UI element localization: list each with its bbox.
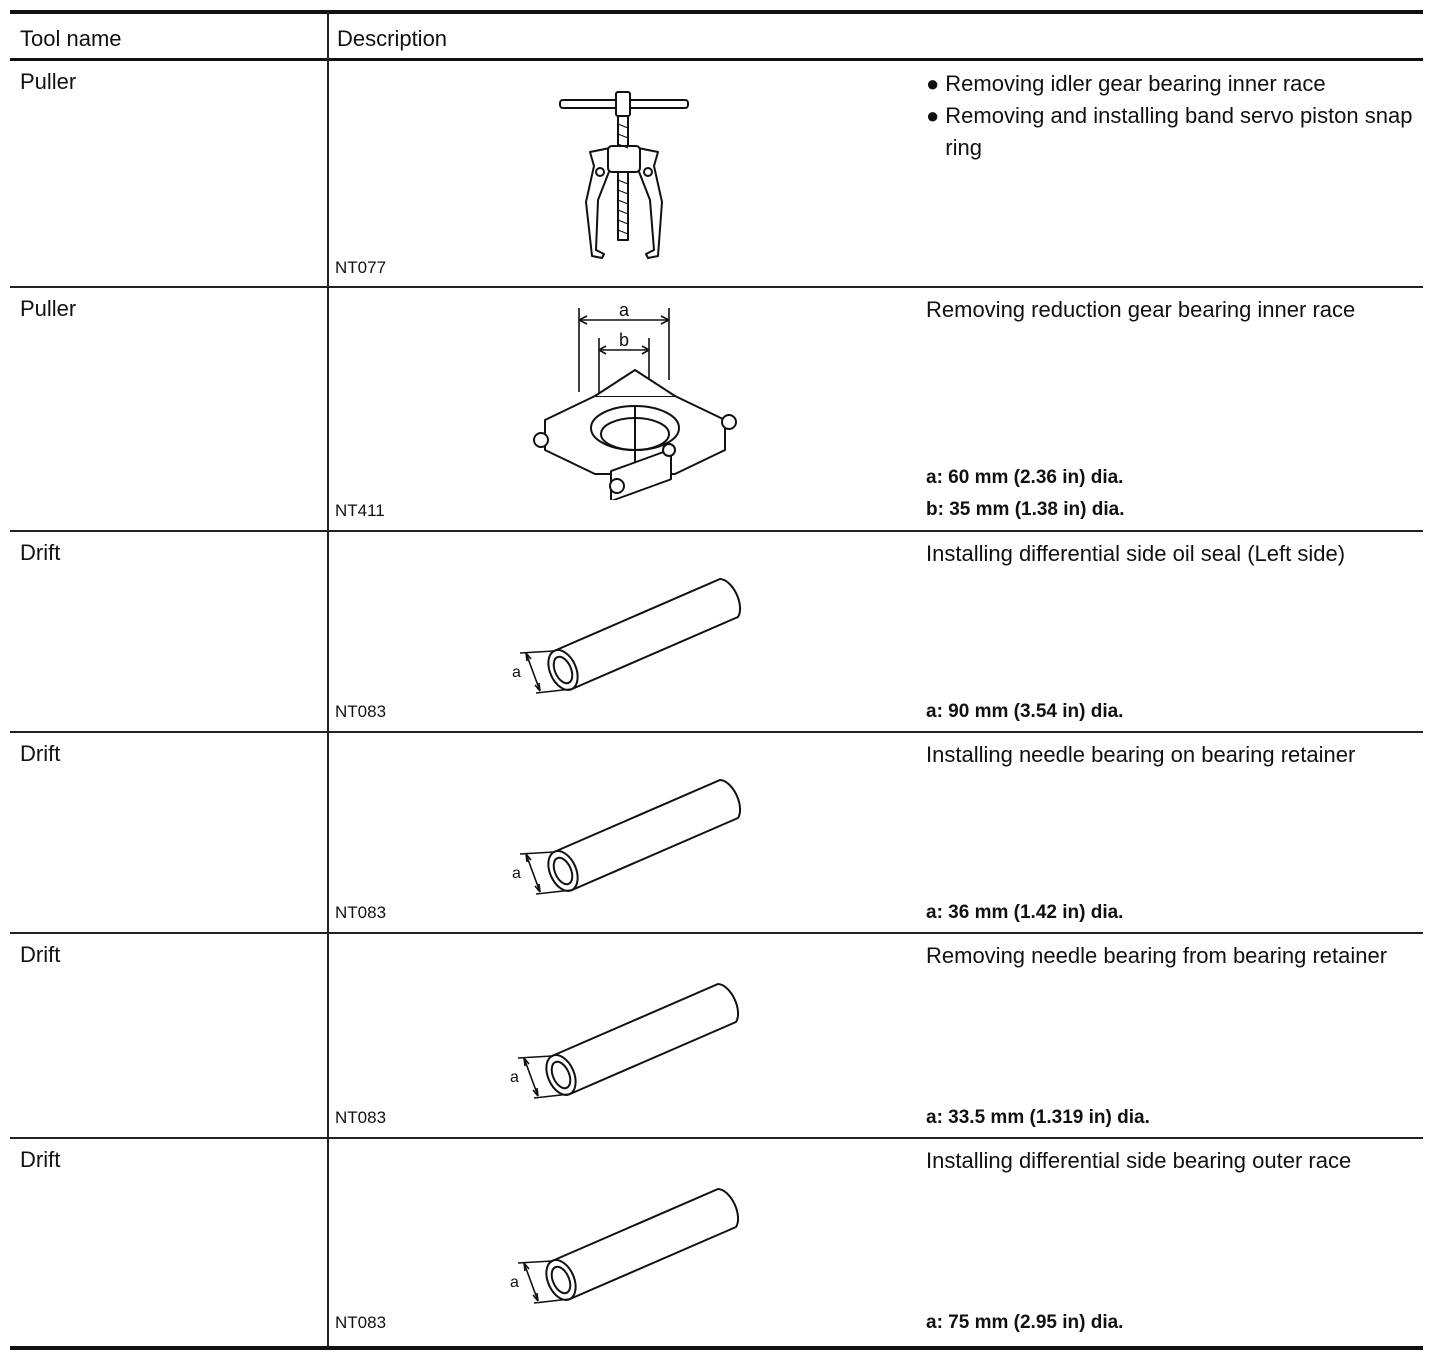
dimension-label-a: a [510, 1069, 519, 1086]
dimension-spec-b: b: 35 mm (1.38 in) dia. [926, 499, 1125, 520]
drift-icon [500, 565, 760, 700]
tool-description: Installing differential side bearing outer race [926, 1148, 1352, 1173]
tool-code: NT077 [335, 258, 387, 277]
dimension-spec-a: a: 36 mm (1.42 in) dia. [926, 902, 1124, 923]
header-rule [10, 58, 1423, 61]
bullet-icon: ● [926, 103, 940, 128]
tool-description: Installing differential side oil seal (Left side) [926, 541, 1346, 566]
tool-name: Drift [20, 540, 61, 565]
tool-code: NT083 [335, 702, 387, 721]
dimension-spec-a: a: 75 mm (2.95 in) dia. [926, 1312, 1124, 1333]
drift-icon [498, 1175, 758, 1310]
bullet-text: Removing and installing band servo piston snap ring [945, 103, 1413, 160]
special-tools-table [10, 10, 1423, 1350]
table-top-rule [10, 10, 1423, 14]
dimension-label-b: b [618, 330, 630, 350]
tool-code: NT083 [335, 1108, 387, 1127]
row-divider [10, 1137, 1423, 1139]
bearing-separator-icon [515, 300, 745, 500]
row-divider [10, 530, 1423, 532]
description-bullet [926, 100, 1416, 164]
tool-name: Puller [20, 69, 77, 94]
description-bullet [926, 68, 1416, 100]
tool-description [926, 68, 1416, 164]
dimension-spec-a: a: 33.5 mm (1.319 in) dia. [926, 1107, 1150, 1128]
bullet-text: Removing idler gear bearing inner race [945, 71, 1326, 96]
tool-code: NT083 [335, 903, 387, 922]
dimension-spec-a: a: 90 mm (3.54 in) dia. [926, 701, 1124, 722]
drift-icon [500, 766, 760, 901]
column-divider [327, 12, 329, 1348]
table-bottom-rule [10, 1346, 1423, 1350]
dimension-label-a: a [512, 664, 521, 681]
tool-name: Drift [20, 942, 61, 967]
drift-icon [498, 970, 758, 1105]
dimension-label-a: a [618, 300, 630, 320]
tool-name: Drift [20, 1147, 61, 1172]
header-tool-name: Tool name [20, 26, 122, 51]
dimension-label-a: a [512, 865, 521, 882]
tool-code: NT083 [335, 1313, 387, 1332]
tool-name: Drift [20, 741, 61, 766]
two-jaw-puller-icon [550, 90, 700, 260]
row-divider [10, 731, 1423, 733]
row-divider [10, 932, 1423, 934]
tool-name: Puller [20, 296, 77, 321]
tool-description: Installing needle bearing on bearing retainer [926, 742, 1356, 767]
bullet-icon: ● [926, 71, 940, 96]
tool-description: Removing reduction gear bearing inner race [926, 297, 1356, 322]
tool-code: NT411 [335, 501, 385, 520]
header-description: Description [337, 26, 448, 51]
tool-description: Removing needle bearing from bearing retainer [926, 943, 1388, 968]
dimension-spec-a: a: 60 mm (2.36 in) dia. [926, 467, 1124, 488]
dimension-label-a: a [510, 1274, 519, 1291]
row-divider [10, 286, 1423, 288]
